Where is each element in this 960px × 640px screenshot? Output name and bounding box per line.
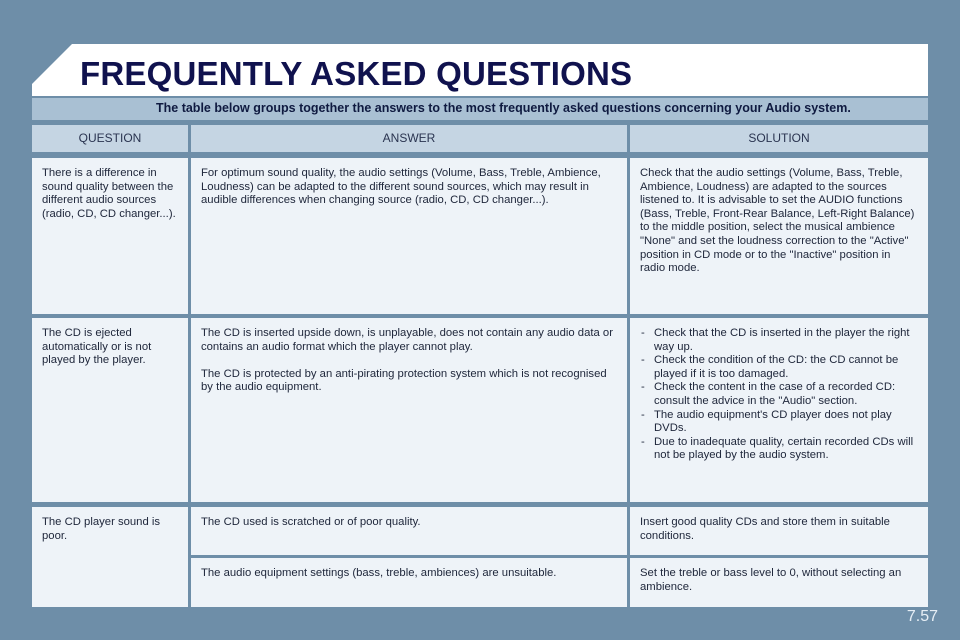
- row2-question: [32, 318, 188, 502]
- solution-list-item: - The audio equipment's CD player does not play DVDs.: [640, 409, 918, 436]
- header-solution: SOLUTION: [630, 125, 928, 152]
- row1-question: [32, 158, 188, 314]
- row2-solution-list: [640, 327, 918, 463]
- row3-solution-a: [630, 507, 928, 555]
- row3-answer-a-text: The CD used is scratched or of poor quality.: [201, 516, 421, 528]
- row3-question-text: The CD player sound is poor.: [42, 516, 161, 542]
- row2-question-text: The CD is ejected automatically or is not played by the player.: [42, 327, 152, 367]
- row2-answer-paragraph-1: The CD is inserted upside down, is unplayable, does not contain any audio data or contains an audio format which the player cannot play.: [201, 327, 613, 353]
- header-answer: ANSWER: [191, 125, 627, 152]
- row3-answer-b: [191, 558, 627, 607]
- row1-question-text: There is a difference in sound quality between the different audio sources (radio, CD, CD changer...).: [42, 167, 176, 220]
- row3-solution-b: [630, 558, 928, 607]
- row1-solution: [630, 158, 928, 314]
- row2-answer-paragraph-2: The CD is protected by an anti-pirating protection system which is not recognised by the audio equipment.: [201, 367, 607, 394]
- row1-answer-text: For optimum sound quality, the audio settings (Volume, Bass, Treble, Ambience, Loudness) can be adapted to the different sound sources, which may result in audible differences when changing source (radio, CD, CD changer...).: [201, 167, 601, 207]
- row2-answer: [191, 318, 627, 502]
- row3-solution-a-text: Insert good quality CDs and store them in suitable conditions.: [640, 516, 890, 542]
- row3-answer-a: [191, 507, 627, 555]
- solution-list-item: - Check the condition of the CD: the CD cannot be played if it is too damaged.: [640, 354, 918, 381]
- solution-list-item: - Due to inadequate quality, certain recorded CDs will not be played by the audio system.: [640, 436, 918, 463]
- solution-list-item: - Check that the CD is inserted in the player the right way up.: [640, 327, 918, 354]
- header-question: QUESTION: [32, 125, 188, 152]
- row1-answer: [191, 158, 627, 314]
- row1-solution-text: Check that the audio settings (Volume, Bass, Treble, Ambience, Loudness) are adapted to the sources listened to. It is advisable to set the AUDIO functions (Bass, Treble, Front-Rear Balance, Left-Right Balance) to the middle position, select the musical ambience "None" and set the loudness correction to the "Active" position in CD mode or to the "Inactive" position in radio mode.: [640, 167, 915, 275]
- row3-answer-b-text: The audio equipment settings (bass, treble, ambiences) are unsuitable.: [201, 567, 557, 579]
- page-title: FREQUENTLY ASKED QUESTIONS: [80, 55, 633, 92]
- row3-question: [32, 507, 188, 607]
- page-number: 7.57: [906, 608, 938, 625]
- solution-list-item: - Check the content in the case of a recorded CD: consult the advice in the "Audio" section.: [640, 381, 918, 408]
- page-subtitle: The table below groups together the answers to the most frequently asked questions concerning your Audio system.: [156, 101, 851, 115]
- row2-solution: [630, 318, 928, 502]
- row3-solution-b-text: Set the treble or bass level to 0, without selecting an ambience.: [640, 567, 902, 593]
